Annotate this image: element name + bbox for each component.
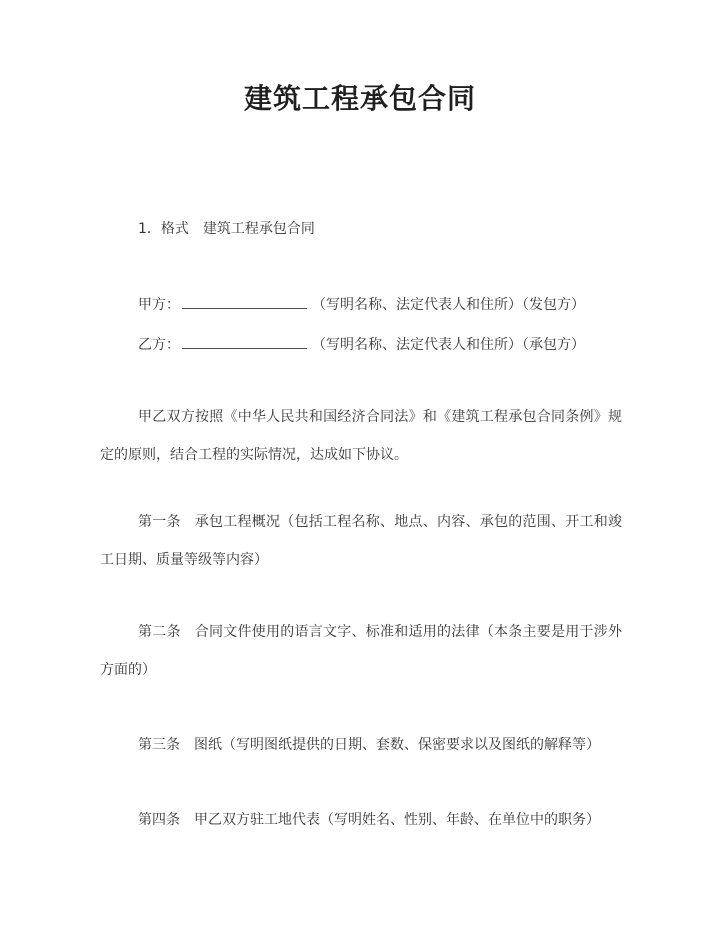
party-b-label: 乙方： <box>138 337 180 353</box>
preamble-paragraph: 甲乙双方按照《中华人民共和国经济合同法》和《建筑工程承包合同条例》规定的原则，结合工程的实际情况，达成如下协议。 <box>100 409 622 463</box>
party-b-name-blank <box>182 334 307 349</box>
article-3-text: 图纸（写明图纸提供的日期、套数、保密要求以及图纸的解释等） <box>194 737 600 753</box>
document-title: 建筑工程承包合同 <box>243 82 476 115</box>
article-1-text: 承包工程概况（包括工程名称、地点、内容、承包的范围、开工和竣工日期、质量等级等内容） <box>100 514 622 568</box>
article-1-number: 第一条 <box>138 514 181 530</box>
party-a-label: 甲方： <box>138 297 180 313</box>
article-3 <box>100 726 622 764</box>
article-2 <box>100 613 622 689</box>
section-heading: 1．格式 建筑工程承包合同 <box>138 221 315 237</box>
article-4-number: 第四条 <box>138 812 180 828</box>
party-a-row <box>100 286 622 324</box>
party-b-row <box>100 326 622 364</box>
article-4 <box>100 801 622 839</box>
article-2-number: 第二条 <box>138 624 181 640</box>
party-a-name-blank <box>182 294 307 309</box>
party-a-note: （写明名称、法定代表人和住所）（发包方） <box>312 297 585 313</box>
article-2-text: 合同文件使用的语言文字、标准和适用的法律（本条主要是用于涉外方面的） <box>100 624 622 678</box>
article-1 <box>100 503 622 579</box>
party-b-note: （写明名称、法定代表人和住所）（承包方） <box>312 337 585 353</box>
article-4-text: 甲乙双方驻工地代表（写明姓名、性别、年龄、在单位中的职务） <box>194 812 600 828</box>
article-3-number: 第三条 <box>138 737 180 753</box>
